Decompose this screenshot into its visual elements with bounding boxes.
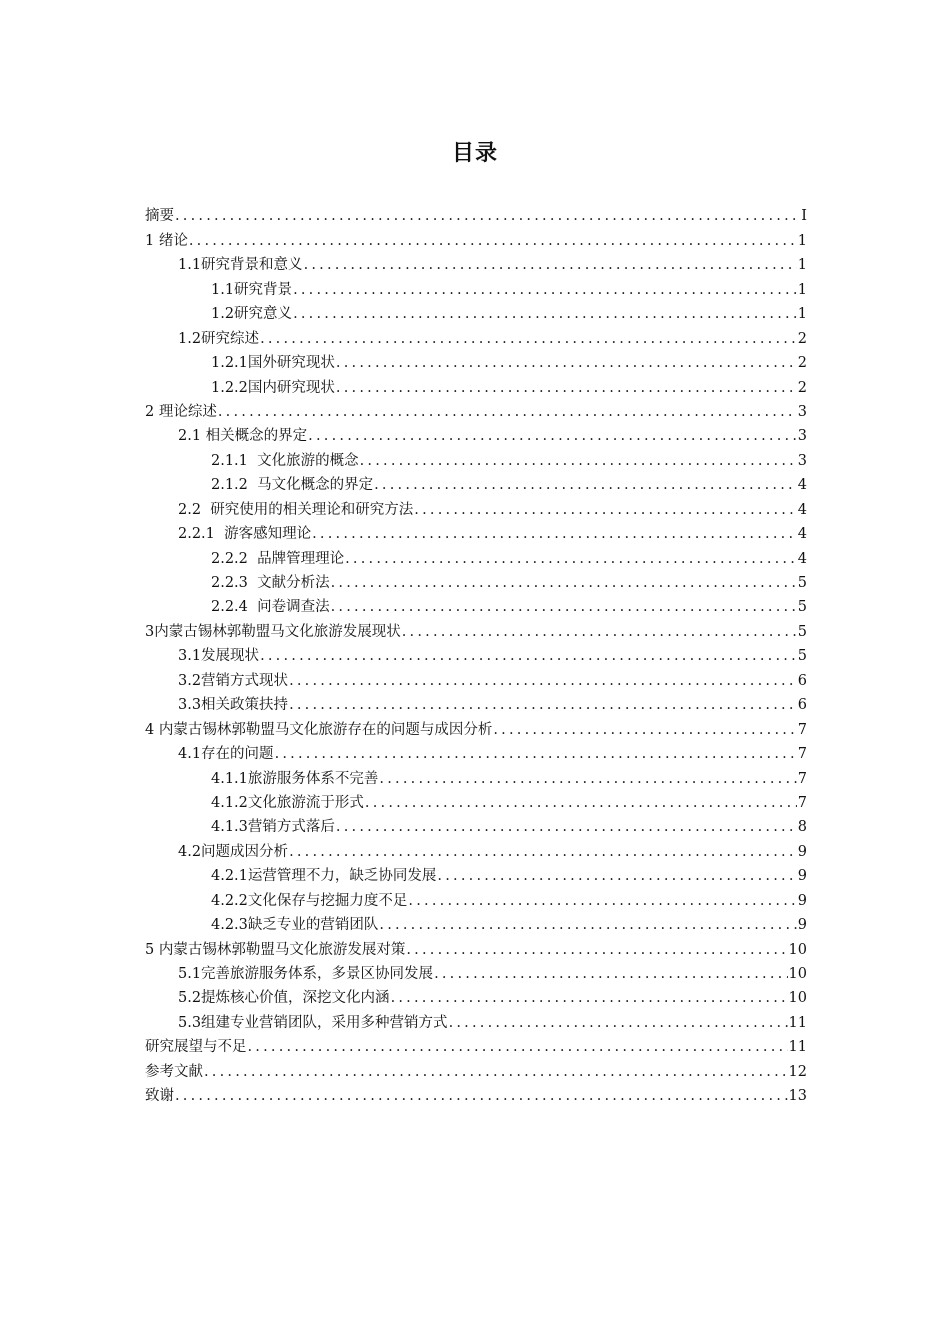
toc-entry[interactable]	[145, 274, 807, 298]
toc-entry[interactable]	[145, 983, 807, 1007]
toc-entry-page-number: 7	[797, 794, 807, 811]
toc-entry[interactable]	[145, 861, 807, 885]
toc-entry-title: 1.2.1国外研究现状	[211, 355, 335, 372]
toc-entry-title: 2 理论综述	[145, 403, 217, 420]
toc-entry-page-number: 1	[797, 232, 807, 249]
dot-leader	[437, 867, 796, 885]
toc-entry[interactable]	[145, 812, 807, 836]
toc-entry-title: 2.1.1 文化旅游的概念	[211, 452, 359, 469]
toc-entry[interactable]	[145, 421, 807, 445]
dot-leader	[293, 305, 797, 323]
toc-entry-title: 3.2营销方式现状	[178, 672, 289, 689]
toc-entry-page-number: 7	[797, 770, 807, 787]
toc-entry-title: 2.2.2 品牌管理理论	[211, 550, 345, 567]
toc-entry[interactable]	[145, 494, 807, 518]
toc-entry-page-number: 3	[797, 428, 807, 445]
toc-entry-page-number: 5	[797, 648, 807, 665]
toc-entry-page-number: 9	[797, 843, 807, 860]
toc-entry-page-number: 12	[788, 1063, 807, 1080]
toc-entry[interactable]	[145, 1056, 807, 1080]
toc-entry-page-number: 10	[788, 990, 807, 1007]
toc-entry[interactable]	[145, 470, 807, 494]
toc-entry-page-number: 3	[797, 452, 807, 469]
toc-entry-page-number: 10	[788, 941, 807, 958]
dot-leader	[218, 403, 797, 421]
toc-entry-title: 2.1 相关概念的界定	[178, 428, 308, 445]
toc-entry-title: 4.2问题成因分析	[178, 843, 289, 860]
toc-entry-title: 4.1.1旅游服务体系不完善	[211, 770, 379, 787]
toc-entry-page-number: 5	[797, 623, 807, 640]
toc-entry-page-number: 4	[797, 477, 807, 494]
toc-entry-title: 4.2.3缺乏专业的营销团队	[211, 917, 379, 934]
toc-entry-title: 参考文献	[145, 1063, 203, 1080]
toc-entry-title: 3.3相关政策扶持	[178, 697, 289, 714]
dot-leader	[175, 207, 798, 225]
dot-leader	[345, 550, 797, 568]
dot-leader	[275, 745, 797, 763]
toc-entry[interactable]	[145, 397, 807, 421]
dot-leader	[493, 721, 796, 739]
toc-entry-title: 1.2研究意义	[211, 306, 293, 323]
dot-leader	[408, 892, 796, 910]
toc-entry-page-number: 4	[797, 526, 807, 543]
toc-entry-title: 1.2.2国内研究现状	[211, 379, 335, 396]
toc-entry-title: 5.2提炼核心价值，深挖文化内涵	[178, 990, 390, 1007]
dot-leader	[189, 232, 797, 250]
toc-entry-title: 4.1存在的问题	[178, 746, 274, 763]
toc-entry[interactable]	[145, 225, 807, 249]
toc-entry-page-number: 1	[797, 306, 807, 323]
toc-entry[interactable]	[145, 568, 807, 592]
toc-entry[interactable]	[145, 592, 807, 616]
dot-leader	[406, 941, 787, 959]
toc-entry-page-number: 4	[797, 550, 807, 567]
dot-leader	[379, 770, 796, 788]
toc-entry-page-number: 9	[797, 892, 807, 909]
toc-entry-title: 4.1.2文化旅游流于形式	[211, 794, 364, 811]
toc-entry[interactable]	[145, 910, 807, 934]
toc-entry-page-number: 2	[797, 379, 807, 396]
dot-leader	[304, 256, 797, 274]
toc-entry[interactable]	[145, 690, 807, 714]
toc-entry[interactable]	[145, 836, 807, 860]
dot-leader	[289, 843, 797, 861]
toc-entry-title: 2.1.2 马文化概念的界定	[211, 477, 374, 494]
toc-entry-page-number: 2	[797, 355, 807, 372]
toc-entry-page-number: 9	[797, 917, 807, 934]
dot-leader	[312, 525, 797, 543]
toc-entry-page-number: 8	[797, 819, 807, 836]
toc-entry[interactable]	[145, 959, 807, 983]
toc-entry-page-number: 9	[797, 868, 807, 885]
toc-entry-page-number: 2	[797, 330, 807, 347]
dot-leader	[336, 354, 797, 372]
toc-entry-title: 3.1发展现状	[178, 648, 260, 665]
toc-entry[interactable]	[145, 543, 807, 567]
toc-entry[interactable]	[145, 445, 807, 469]
table-of-contents	[145, 201, 807, 1105]
toc-entry-page-number: 3	[797, 403, 807, 420]
toc-entry[interactable]	[145, 714, 807, 738]
toc-entry[interactable]	[145, 372, 807, 396]
dot-leader	[308, 427, 797, 445]
toc-entry-page-number: 4	[797, 501, 807, 518]
toc-entry-title: 4 内蒙古锡林郭勒盟马文化旅游存在的问题与成因分析	[145, 721, 493, 738]
toc-entry[interactable]	[145, 665, 807, 689]
toc-entry[interactable]	[145, 739, 807, 763]
toc-entry-title: 1.1研究背景	[211, 281, 293, 298]
toc-entry-title: 1.1研究背景和意义	[178, 257, 303, 274]
toc-entry-page-number: 10	[788, 966, 807, 982]
toc-entry-title: 5 内蒙古锡林郭勒盟马文化旅游发展对策	[145, 941, 406, 958]
dot-leader	[414, 501, 796, 519]
toc-entry[interactable]	[145, 763, 807, 787]
toc-entry-title: 2.2.1 游客感知理论	[178, 526, 312, 543]
toc-entry-page-number: I	[801, 208, 807, 225]
toc-entry[interactable]	[145, 1081, 807, 1105]
toc-entry[interactable]	[145, 788, 807, 812]
toc-entry[interactable]	[145, 934, 807, 958]
toc-entry-title: 2.2.4 问卷调查法	[211, 599, 330, 616]
toc-entry-title: 5.3组建专业营销团队，采用多种营销方式	[178, 1014, 448, 1031]
toc-entry-page-number: 1	[797, 281, 807, 298]
toc-entry-title: 1 绪论	[145, 232, 188, 249]
dot-leader	[402, 623, 797, 641]
toc-entry[interactable]	[145, 201, 807, 225]
dot-leader	[360, 452, 797, 470]
toc-entry-page-number: 11	[788, 1014, 807, 1031]
toc-entry-page-number: 13	[788, 1088, 807, 1105]
toc-entry[interactable]	[145, 348, 807, 372]
toc-entry-title: 1.2研究综述	[178, 330, 260, 347]
toc-entry-page-number: 6	[797, 672, 807, 689]
dot-leader	[336, 379, 797, 397]
toc-entry-title: 摘要	[145, 208, 174, 225]
dot-leader	[204, 1063, 788, 1081]
toc-entry[interactable]	[145, 250, 807, 274]
dot-leader	[449, 1014, 788, 1032]
dot-leader	[248, 1038, 788, 1056]
toc-entry-page-number: 5	[797, 599, 807, 616]
dot-leader	[331, 598, 797, 616]
dot-leader	[293, 281, 797, 299]
toc-entry-title: 4.1.3营销方式落后	[211, 819, 335, 836]
toc-entry-title: 5.1完善旅游服务体系，多景区协同发展	[178, 966, 434, 982]
dot-leader	[336, 818, 797, 836]
toc-entry-title: 4.2.2文化保存与挖掘力度不足	[211, 892, 408, 909]
toc-entry-page-number: 7	[797, 746, 807, 763]
page-title: 目录	[451, 141, 498, 166]
toc-entry[interactable]	[145, 641, 807, 665]
dot-leader	[260, 330, 797, 348]
dot-leader	[434, 965, 787, 983]
toc-entry-title: 4.2.1运营管理不力，缺乏协同发展	[211, 868, 437, 885]
toc-entry-title: 致谢	[145, 1088, 174, 1105]
toc-entry-page-number: 6	[797, 697, 807, 714]
dot-leader	[365, 794, 797, 812]
toc-entry-title: 2.2.3 文献分析法	[211, 575, 330, 591]
toc-entry-title: 2.2 研究使用的相关理论和研究方法	[178, 501, 414, 518]
toc-entry-title: 3内蒙古锡林郭勒盟马文化旅游发展现状	[145, 623, 401, 640]
toc-entry-page-number: 1	[797, 257, 807, 274]
toc-entry[interactable]	[145, 885, 807, 909]
dot-leader	[331, 574, 797, 592]
dot-leader	[379, 916, 796, 934]
toc-entry-page-number: 7	[797, 721, 807, 738]
toc-entry[interactable]	[145, 616, 807, 640]
dot-leader	[289, 672, 797, 690]
dot-leader	[391, 989, 788, 1007]
toc-entry-page-number: 5	[797, 575, 807, 591]
dot-leader	[374, 476, 797, 494]
toc-entry[interactable]	[145, 519, 807, 543]
toc-entry[interactable]	[145, 1032, 807, 1056]
dot-leader	[289, 696, 797, 714]
dot-leader	[260, 647, 797, 665]
toc-entry[interactable]	[145, 323, 807, 347]
toc-entry-title: 研究展望与不足	[145, 1039, 247, 1056]
toc-entry-page-number: 11	[788, 1039, 807, 1056]
dot-leader	[175, 1087, 788, 1105]
toc-entry[interactable]	[145, 1007, 807, 1031]
toc-entry[interactable]	[145, 299, 807, 323]
